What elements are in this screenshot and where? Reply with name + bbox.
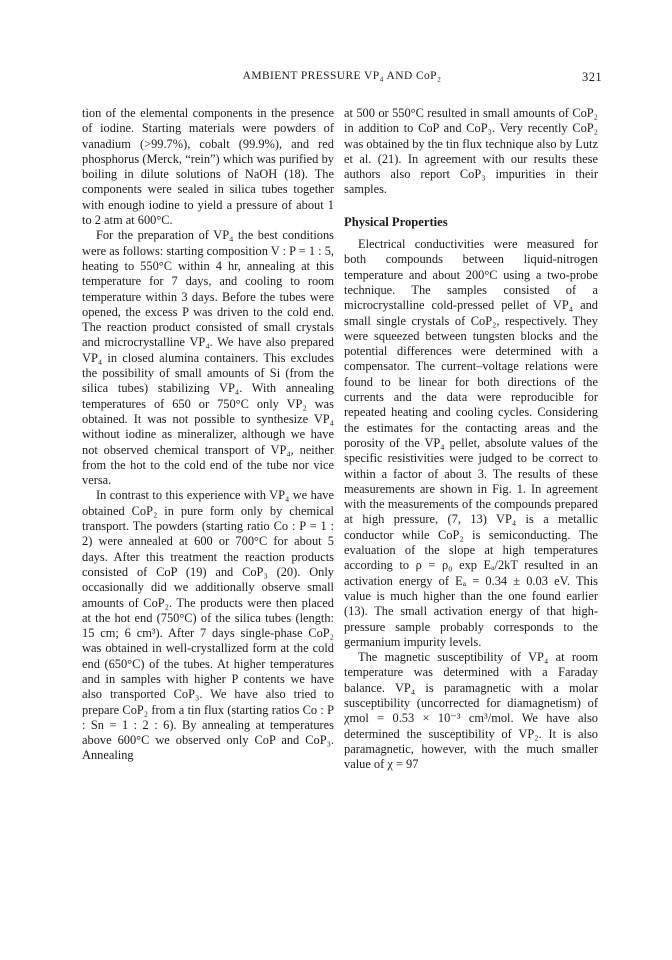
left-column xyxy=(82,106,334,764)
right-paragraph-3: The magnetic susceptibility of VP₄ at room temperature was determined with a Faraday balance. VP₄ is paramagnetic with a molar susceptibility (uncorrected for diamagnetism) of χmol = 0.53 × 10⁻³ cm³/mol. We have also determined the susceptibility of VP₂. It is also paramagnetic, however, with the much smaller value of χ = 97 xyxy=(344,650,598,772)
left-paragraph-3: In contrast to this experience with VP₄ we have obtained CoP₂ in pure form only by chemical transport. The powders (starting ratio Co : P = 1 : 2) were annealed at 600 or 700°C for about 5 days. After this treatment the reaction products consisted of CoP (19) and CoP₃ (20). Only occasionally did we additionally observe small amounts of CoP₂. The products were then placed at the hot end (750°C) of the silica tubes (length: 15 cm; 6 cm³). After 7 days single-phase CoP₂ was obtained in well-crystallized form at the cold end (650°C) of the tubes. At higher temperatures and in samples with higher P contents we have also transported CoP₃. We have also tried to prepare CoP₂ from a tin flux (starting ratios Co : P : Sn = 1 : 2 : 6). By annealing at temperatures above 600°C we observed only CoP and CoP₃. Annealing xyxy=(82,488,334,763)
running-head-title: AMBIENT PRESSURE VP₄ AND CoP₂ xyxy=(242,70,442,82)
left-paragraph-2: For the preparation of VP₄ the best conditions were as follows: starting composition V : P = 1 : 5, heating to 550°C within 4 hr, annealing at this temperature for 7 days, and cooling to room temperature within 3 days. Before the tubes were opened, the excess P was driven to the cold end. The reaction product consisted of small crystals and microcrystalline VP₄. We have also prepared VP₄ in closed alumina containers. This excludes the possibility of small amounts of Si (from the silica tubes) stabilizing VP₄. With annealing temperatures of 650 or 750°C only VP₂ was obtained. It was not possible to synthesize VP₄ without iodine as mineralizer, although we have not observed chemical transport of VP₄, neither from the hot to the cold end of the tube nor vice versa. xyxy=(82,228,334,488)
right-column xyxy=(344,106,598,772)
left-paragraph-1: tion of the elemental components in the presence of iodine. Starting materials were powders of vanadium (>99.7%), cobalt (99.9%), and red phosphorus (Merck, “rein”) which was purified by boiling in dilute solutions of NaOH (18). The components were sealed in silica tubes together with enough iodine to yield a pressure of about 1 to 2 atm at 600°C. xyxy=(82,106,334,228)
page-number: 321 xyxy=(582,70,602,84)
right-paragraph-2: Electrical conductivities were measured for both compounds between liquid-nitrogen temperature and about 200°C using a two-probe technique. The samples consisted of a microcrystalline cold-pressed pellet of VP₄ and small single crystals of CoP₂, respectively. They were squeezed between tungsten blocks and the potential differences were determined with a compensator. The current–voltage relations were found to be linear for both directions of the currents and the data were reproducible for repeated heating and cooling cycles. Considering the estimates for the contacting areas and the porosity of the VP₄ pellet, absolute values of the specific resistivities were judged to be correct to within a factor of about 3. The results of these measurements are shown in Fig. 1. In agreement with the measurements of the compounds prepared at high pressure, (7, 13) VP₄ is a metallic conductor while CoP₂ is semiconducting. The evaluation of the slope at high temperatures according to ρ = ρ₀ exp Eₐ/2kT resulted in an activation energy of Eₐ = 0.34 ± 0.03 eV. This value is much higher than the one found earlier (13). The small activation energy of that high-pressure sample probably corresponds to the germanium impurity levels. xyxy=(344,237,598,649)
section-heading: Physical Properties xyxy=(344,214,448,229)
running-head xyxy=(82,70,602,90)
right-paragraph-1: at 500 or 550°C resulted in small amounts of CoP₂ in addition to CoP and CoP₃. Very recently CoP₂ was obtained by the tin flux technique also by Lutz et al. (21). In agreement with our results these authors also report CoP₃ impurities in their samples. xyxy=(344,106,598,197)
